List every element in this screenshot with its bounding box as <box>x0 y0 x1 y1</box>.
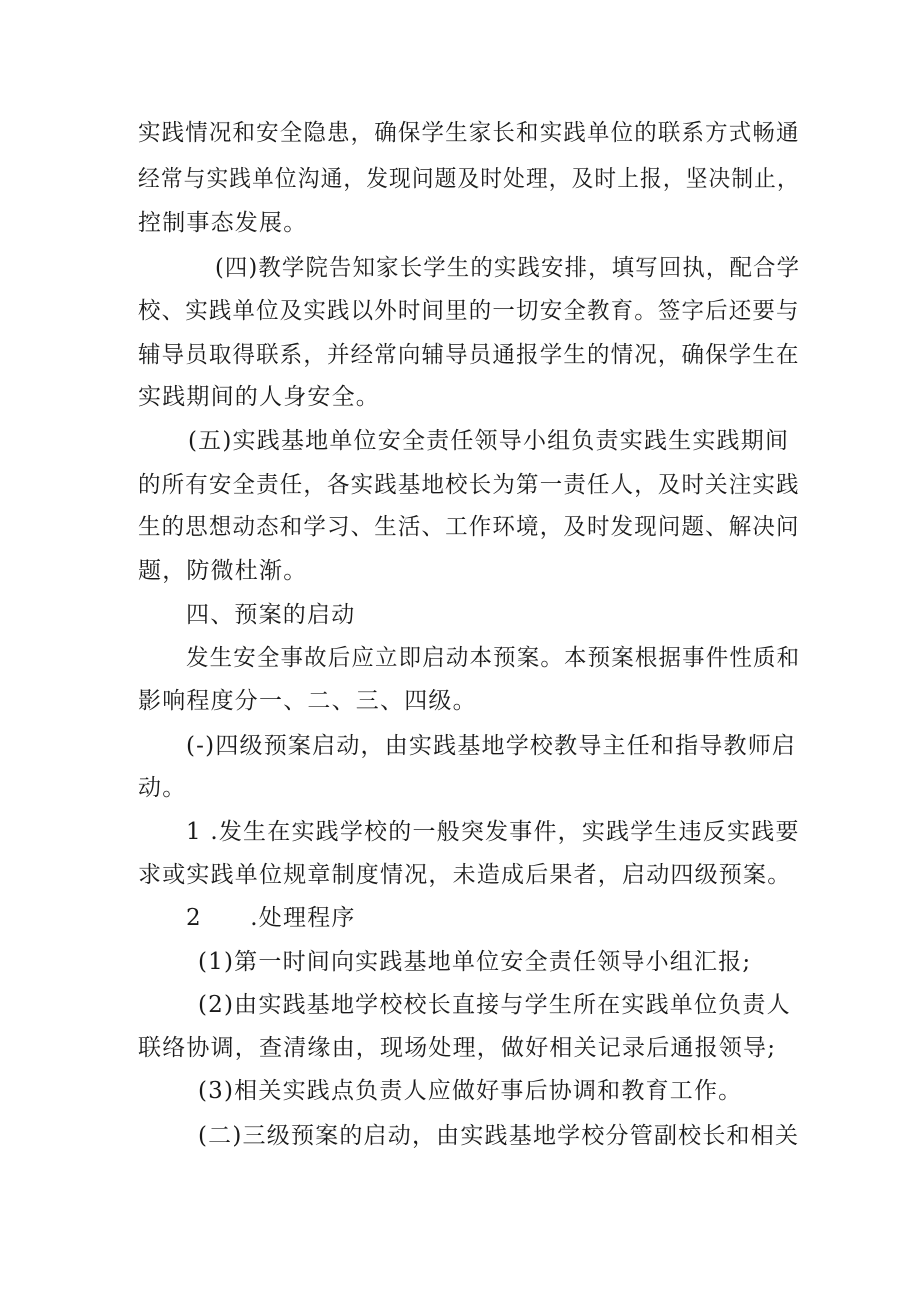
text-line: 生的思想动态和学习、生活、工作环境，及时发现问题、解决问 <box>138 514 800 540</box>
text-line: (-)四级预案启动，由实践基地学校教导主任和指导教师启 <box>186 733 797 759</box>
text-line: 联络协调，查清缘由，现场处理，做好相关记录后通报领导; <box>138 1035 777 1061</box>
text-line: 辅导员取得联系，并经常向辅导员通报学生的情况，确保学生在 <box>138 342 800 368</box>
text-line: 控制事态发展。 <box>138 210 308 236</box>
text-line: 经常与实践单位沟通，发现问题及时处理，及时上报，坚决制止， <box>138 166 800 192</box>
text-line: 动。 <box>138 775 187 801</box>
text-line: 求或实践单位规章制度情况，未造成后果者，启动四级预案。 <box>138 862 792 888</box>
text-line: 实践情况和安全隐患，确保学生家长和实践单位的联系方式畅通 <box>138 120 800 146</box>
text-line: 的所有安全责任，各实践基地校长为第一责任人，及时关注实践 <box>138 472 800 498</box>
text-line: 实践期间的人身安全。 <box>138 384 380 410</box>
text-line: 发生安全事故后应立即启动本预案。本预案根据事件性质和 <box>186 645 801 671</box>
text-line: 题，防微杜渐。 <box>138 558 308 584</box>
text-line: (1)第一时间向实践基地单位安全责任领导小组汇报; <box>198 949 752 975</box>
text-line: (3)相关实践点负责人应做好事后协调和教育工作。 <box>198 1078 743 1104</box>
text-line: 1 .发生在实践学校的一般突发事件，实践学生违反实践要 <box>186 819 800 845</box>
text-line: (四)教学院告知家长学生的实践安排，填写回执，配合学 <box>215 255 801 281</box>
text-line: (五)实践基地单位安全责任领导小组负责实践生实践期间 <box>188 428 790 454</box>
text-line: 影响程度分一、二、三、四级。 <box>138 688 477 714</box>
text-line: 校、实践单位及实践以外时间里的一切安全教育。签字后还要与 <box>138 298 800 324</box>
section-heading: 四、预案的启动 <box>186 602 356 628</box>
text-line: (二)三级预案的启动，由实践基地学校分管副校长和相关 <box>198 1123 800 1149</box>
text-line: (2)由实践基地学校校长直接与学生所在实践单位负责人 <box>198 992 791 1018</box>
text-line: 2 .处理程序 <box>186 905 356 931</box>
